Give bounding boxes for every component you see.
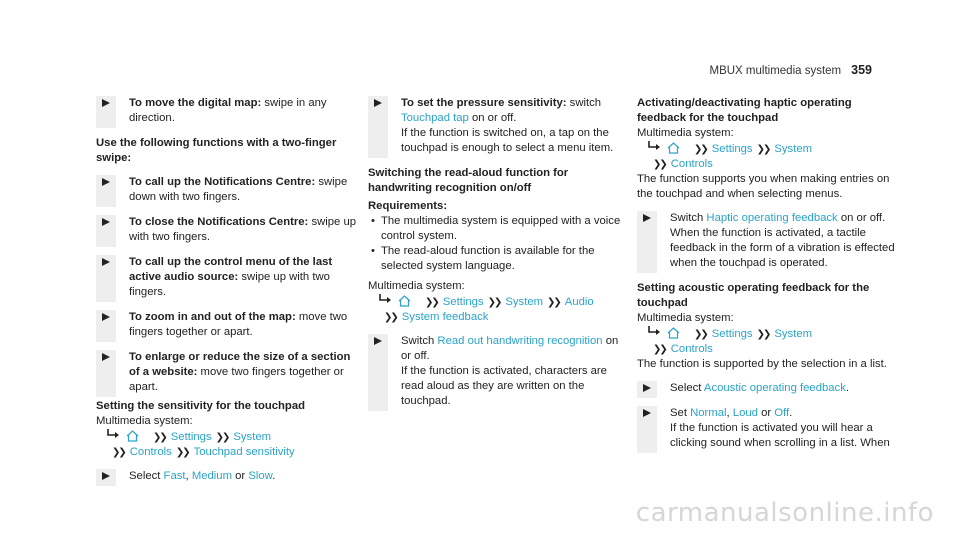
- column-2: To set the pressure sensitivity: switch Touchpad tap on or off. If the function is switched on, a tap on the touchpad is enough to select a menu item. Switching the read-aloud function for handwriting recognition on/off Requirements: • The multimedia system is equipped with a voice control system. • The read-aloud function is available for the selected system language. Multimedia system: ❯❯ Settings ❯❯ System ❯❯ Audio ❯❯ System feedback Switch Read out handwriting recognition on or off. If the function is activated, characters are read aloud as they are written on the touchpad.: [368, 96, 630, 419]
- step-control-menu: To call up the control menu of the last active audio source: swipe up with two fingers.: [96, 255, 358, 300]
- step-arrow-icon: [102, 472, 110, 480]
- step-enlarge-website: To enlarge or reduce the size of a section of a website: move two fingers together or apart.: [96, 350, 358, 395]
- enter-arrow-icon: [647, 326, 665, 342]
- step-acoustic-set: Set Normal, Loud or Off. If the function is activated you will hear a clicking sound when scrolling in a list. When: [637, 406, 899, 451]
- chevron-icon: ❯❯: [756, 329, 770, 340]
- enter-arrow-icon: [106, 429, 124, 445]
- step-read-out: Switch Read out handwriting recognition on or off. If the function is activated, characters are read aloud as they are written on the touchpad.: [368, 334, 630, 409]
- step-arrow-icon: [102, 353, 110, 361]
- menu-path: ❯❯ Settings ❯❯ System: [637, 141, 899, 157]
- chevron-icon: ❯❯: [694, 329, 707, 340]
- step-arrow-icon: [102, 258, 110, 266]
- enter-arrow-icon: [378, 294, 396, 310]
- chevron-icon: ❯❯: [112, 447, 125, 458]
- step-arrow-icon: [102, 99, 110, 107]
- column-3: Activating/deactivating haptic operating feedback for the touchpad Multimedia system: ❯❯ Settings ❯❯ System ❯❯ Controls The function supports you when making entries on the touchpad and when selecting menus. Switch Haptic operating feedback on or off. When the function is activated, a tactile feedback in the form of a vibration is effected when the touchpad is operated. Setting acoustic operating feedback for the touchpad Multimedia system: ❯❯ Settings ❯❯ System ❯❯ Controls The function is supported by the selection in a list. Select Acoustic operating feedback. Set Normal, Loud or Off. If the function is activated you will hear a clicking sound when scrolling in a list. When: [637, 96, 899, 461]
- chevron-icon: ❯❯: [547, 297, 560, 308]
- chevron-icon: ❯❯: [153, 432, 166, 443]
- home-icon: [667, 142, 680, 154]
- step-notifications-close: To close the Notifications Centre: swipe up with two fingers.: [96, 215, 358, 245]
- enter-arrow-icon: [647, 141, 665, 157]
- chevron-icon: ❯❯: [653, 159, 666, 170]
- step-arrow-icon: [643, 409, 651, 417]
- chevron-icon: ❯❯: [384, 312, 397, 323]
- sensitivity-heading: Setting the sensitivity for the touchpad: [96, 400, 306, 412]
- chevron-icon: ❯❯: [487, 297, 501, 308]
- page-number: 359: [851, 63, 872, 77]
- column-1: To move the digital map: swipe in any direction. Use the following functions with a two-finger swipe: To call up the Notifications Centre: swipe down with two fingers. To close the Notifications Centre: swipe up with two fingers. To call up the control menu of the last active audio source: swipe up with two fingers. To zoom in and out of the map: move two fingers together or apart. To enlarge or reduce the size of a section of a website: move two fingers together or apart. Setting the sensitivity for the touchpad Multimedia system: ❯❯ Settings ❯❯ System ❯❯ Controls ❯❯ Touchpad sensitivity Select Fast, Medium or Slow.: [96, 96, 358, 494]
- chevron-icon: ❯❯: [175, 447, 189, 458]
- home-icon: [126, 430, 139, 442]
- step-arrow-icon: [374, 337, 382, 345]
- step-notifications-open: To call up the Notifications Centre: swipe down with two fingers.: [96, 175, 358, 205]
- step-arrow-icon: [374, 99, 382, 107]
- menu-path: ❯❯ Settings ❯❯ System: [637, 326, 899, 342]
- home-icon: [667, 327, 680, 339]
- step-arrow-icon: [643, 384, 651, 392]
- home-icon: [398, 295, 411, 307]
- chevron-icon: ❯❯: [653, 344, 666, 355]
- menu-path: ❯❯ Settings ❯❯ System: [96, 429, 358, 445]
- step-move-map: To move the digital map: swipe in any direction.: [96, 96, 358, 126]
- step-pressure: To set the pressure sensitivity: switch Touchpad tap on or off. If the function is switched on, a tap on the touchpad is enough to select a menu item.: [368, 96, 630, 156]
- acoustic-heading: Setting acoustic operating feedback for the touchpad: [637, 282, 870, 309]
- step-acoustic-select: Select Acoustic operating feedback.: [637, 381, 899, 396]
- step-arrow-icon: [102, 313, 110, 321]
- read-aloud-heading: Switching the read-aloud function for handwriting recognition on/off: [368, 167, 569, 194]
- menu-path: ❯❯ Settings ❯❯ System ❯❯ Audio: [368, 294, 630, 310]
- chevron-icon: ❯❯: [694, 144, 707, 155]
- two-finger-heading: Use the following functions with a two-finger swipe:: [96, 137, 337, 164]
- step-zoom-map: To zoom in and out of the map: move two fingers together or apart.: [96, 310, 358, 340]
- page-header: [710, 63, 873, 79]
- chevron-icon: ❯❯: [425, 297, 438, 308]
- step-arrow-icon: [643, 214, 651, 222]
- step-select-sensitivity: Select Fast, Medium or Slow.: [96, 469, 358, 484]
- chevron-icon: ❯❯: [215, 432, 229, 443]
- step-arrow-icon: [102, 178, 110, 186]
- step-arrow-icon: [102, 218, 110, 226]
- header-title: MBUX multimedia system: [709, 65, 842, 77]
- step-haptic: Switch Haptic operating feedback on or off. When the function is activated, a tactile feedback in the form of a vibration is effected when the touchpad is operated.: [637, 211, 899, 271]
- haptic-heading: Activating/deactivating haptic operating feedback for the touchpad: [637, 97, 852, 124]
- watermark: carmanualsonline.info: [635, 498, 934, 528]
- chevron-icon: ❯❯: [756, 144, 770, 155]
